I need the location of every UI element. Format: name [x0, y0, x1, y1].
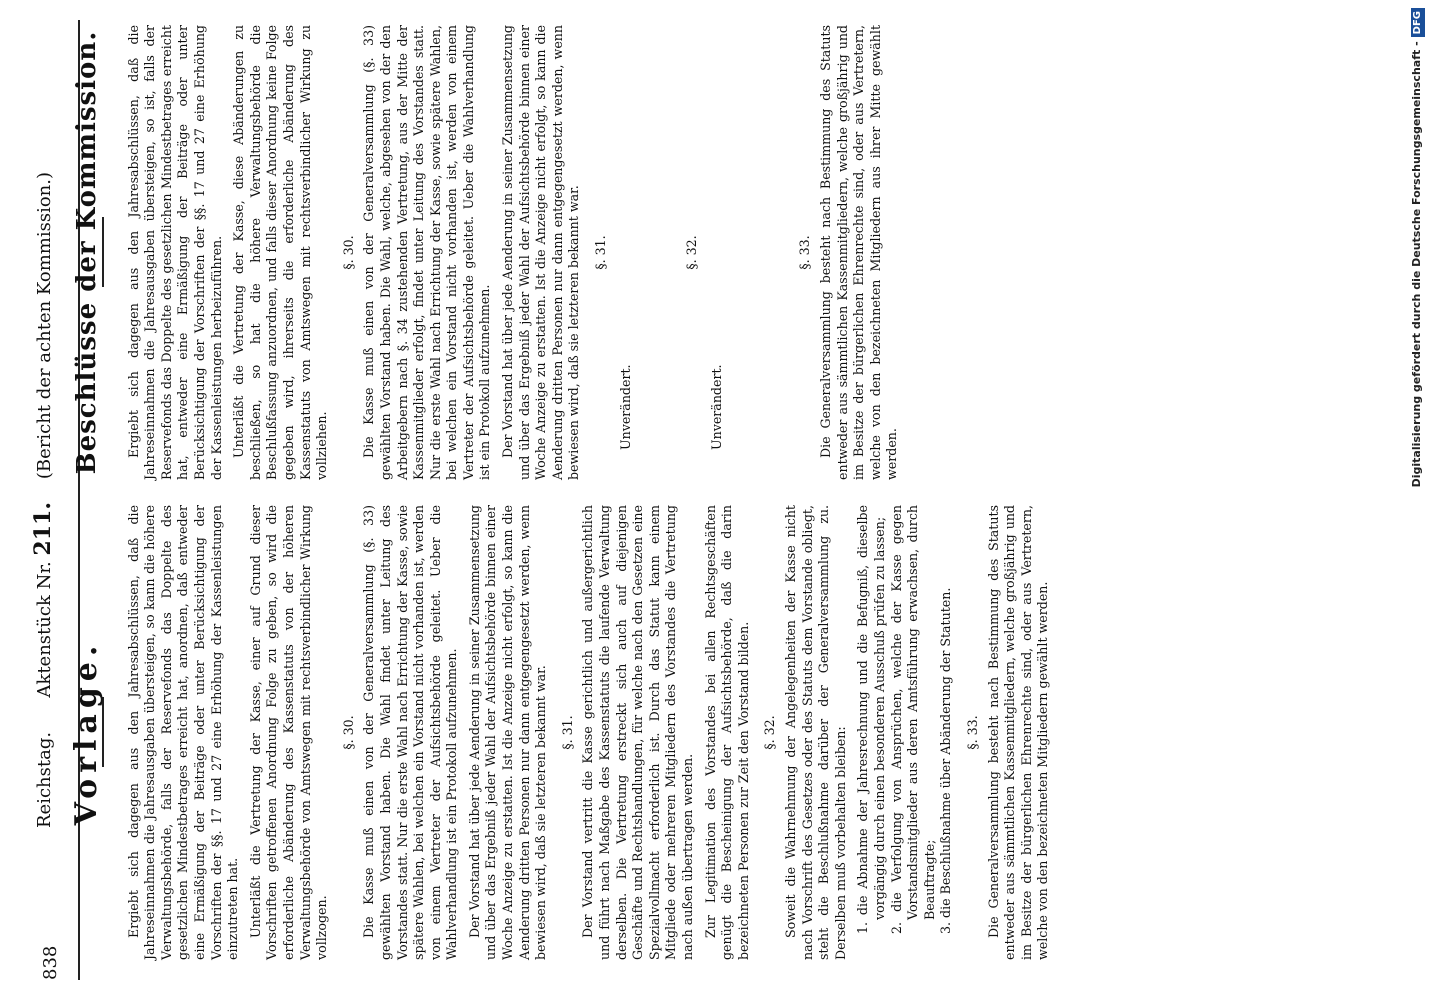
paragraph: Zur Legitimation des Vorstandes bei allen Rechtsgeschäften genügt die Bescheinigung der Aufsichtsbehörde, daß die darin bezeichneten Personen zur Zeit den Vorstand bilden. [702, 505, 751, 960]
column-title: Vorlage. [69, 639, 104, 826]
section-heading: §. 31. [593, 235, 609, 270]
header-line [30, 50, 56, 950]
list-item: 3. die Beschlußnahme über Abänderung der Statuten. [938, 587, 954, 934]
paragraph: Der Vorstand hat über jede Aenderung in seiner Zusammensetzung und über das Ergebniß jeder Wahl der Aufsichtsbehörde binnen einer Woche Anzeige zu erstatten. Ist die Anzeige nicht erfolgt, so kann die Aenderung dritten Personen nur dann entgegengesetzt werden, wenn bewiesen wird, daß sie letzteren bekannt war. [500, 25, 582, 480]
paragraph: Die Generalversammlung besteht nach Bestimmung des Statuts entweder aus sämmtlichen Kassenmitgliedern, welche großjährig und im Besitze der bürgerlichen Ehrenrechte sind, oder aus Vertretern, welche von den bezeichneten Mitgliedern gewählt werden. [985, 505, 1051, 960]
paragraph: Der Vorstand vertritt die Kasse gerichtlich und außergerichtlich und führt nach Maßgabe des Kassenstatuts die laufende Verwaltung derselben. Die Vertretung erstreckt sich auch auf diejenigen Geschäfte und Rechtshandlungen, für welche nach den Gesetzen eine Spezialvollmacht erforderlich ist. Durch das Statut kann einem Mitgliede oder mehreren Mitgliedern des Vorstandes die Vertretung nach außen übertragen werden. [580, 505, 695, 960]
header-doc-number: 211. [30, 501, 56, 556]
paragraph: Der Vorstand hat über jede Aenderung in seiner Zusammensetzung und über das Ergebniß jeder Wahl der Aufsichtsbehörde binnen einer Woche Anzeige zu erstatten. Ist die Anzeige nicht erfolgt, so kann die Aenderung dritten Personen nur dann entgegengesetzt werden, wenn bewiesen wird, daß sie letzteren bekannt war. [466, 505, 549, 960]
section-heading: §. 30. [340, 235, 356, 270]
section-heading: §. 33. [797, 235, 813, 270]
page-number: 838 [40, 945, 61, 980]
credit-text: Digitalisierung gefördert durch die Deutsche Forschungsgemeinschaft - [1410, 41, 1423, 488]
list-item: 2. die Verfolgung von Ansprüchen, welche der Kasse gegen Vorstandsmitglieder aus deren Amtsführung erwachsen, durch Beauftragte; [888, 505, 937, 934]
digitization-credit [1402, 0, 1432, 1000]
paragraph: Unterläßt die Vertretung der Kasse, diese Abänderungen zu beschließen, so hat die höhere Verwaltungsbehörde die Beschlußfassung anzuordnen, und falls dieser Anordnung keine Folge gegeben wird, ihrerseits die erforderliche Abänderung des Kassenstatuts von Amtswegen mit rechtsverbindlicher Wirkung zu vollziehen. [231, 25, 330, 480]
section-heading: §. 32. [684, 235, 700, 270]
section-heading: §. 31. [559, 715, 575, 750]
paragraph: Die Generalversammlung besteht nach Bestimmung des Statuts entweder aus sämmtlichen Kassenmitgliedern, welche großjährig und im Besitze der bürgerlichen Ehrenrechte sind, oder aus Vertretern, welche von den bezeichneten Mitgliedern aus ihrer Mitte gewählt werden. [818, 25, 900, 480]
dfg-logo: DFG [1411, 8, 1425, 37]
column-vorlage [69, 505, 1058, 960]
section-heading: §. 33. [964, 715, 980, 750]
column-title: Beschlüsse der Kommission. [72, 30, 102, 475]
paragraph: Soweit die Wahrnehmung der Angelegenheiten der Kasse nicht nach Vorschrift des Gesetzes oder des Statuts dem Vorstande obliegt, steht die Beschlußnahme darüber der Generalversammlung zu. Derselben muß vorbehalten bleiben: [782, 505, 848, 960]
item-list [855, 505, 955, 960]
section-heading: §. 32. [762, 715, 778, 750]
paragraph: Unterläßt die Vertretung der Kasse, einer auf Grund dieser Vorschriften getroffenen Anordnung Folge zu geben, so wird die erforderliche Abänderung des Kassenstatuts von der höheren Verwaltungsbehörde von Amtswegen mit rechtsverbindlicher Wirkung vollzogen. [247, 505, 330, 960]
header-right-text: (Bericht der achten Kommission.) [34, 171, 55, 480]
paragraph: Die Kasse muß einen von der Generalversammlung (§. 33) gewählten Vorstand haben. Die Wahl findet unter Leitung des Vorstandes statt. Nur die erste Wahl nach Errichtung der Kasse, sowie spätere Wahlen, bei welchen ein Vorstand nicht vorhanden ist, werden von einem Vertreter der Aufsichtsbehörde geleitet. Ueber die Wahlverhandlung ist ein Protokoll aufzunehmen. [361, 505, 460, 960]
credit-text-line [1402, 0, 1432, 1000]
paragraph: Ergiebt sich dagegen aus den Jahresabschlüssen, daß die Jahreseinnahmen die Jahresausgaben übersteigen, so ist, falls der Reservefonds das Doppelte des gesetzlichen Mindestbetrages erreicht hat, entweder eine Ermäßigung der Beiträge oder unter Berücksichtigung der Vorschriften der §§. 17 und 27 eine Erhöhung der Kassenleistungen herbeizuführen. [125, 25, 224, 480]
paragraph: Die Kasse muß einen von der Generalversammlung (§. 33) gewählten Vorstand haben. Die Wahl, welche, abgesehen von der den Arbeitgebern nach §. 34 zustehenden Vertretung, aus der Mitte der Kassenmitglieder erfolgt, findet unter Leitung des Vorstandes statt. Nur die erste Wahl nach Errichtung der Kasse, sowie spätere Wahlen, bei welchen ein Vorstand nicht vorhanden ist, werden von einem Vertreter der Aufsichtsbehörde geleitet. Ueber die Wahlverhandlung ist ein Protokoll aufzunehmen. [361, 25, 493, 480]
unchanged-note: Unverändert. [617, 364, 633, 450]
header-center-text: Aktenstück Nr. [34, 561, 55, 698]
section-heading: §. 30. [340, 715, 356, 750]
column-beschluesse [72, 25, 907, 480]
list-item: 1. die Abnahme der Jahresrechnung und die Befugniß, dieselbe vorgängig durch einen besonderen Ausschuß prüfen zu lassen; [855, 505, 887, 934]
paragraph: Ergiebt sich dagegen aus den Jahresabschlüssen, daß die Jahreseinnahmen die Jahresausgaben übersteigen, so kann die höhere Verwaltungsbehörde, falls der Reservefonds das Doppelte des gesetzlichen Mindestbetrages erreicht hat, anordnen, daß entweder eine Ermäßigung der Beiträge oder unter Berücksichtigung der Vorschriften der §§. 17 und 27 eine Erhöhung der Kassenleistungen einzutreten hat. [125, 505, 241, 960]
header-left-text: Reichstag. [34, 731, 55, 829]
unchanged-note: Unverändert. [708, 364, 724, 450]
